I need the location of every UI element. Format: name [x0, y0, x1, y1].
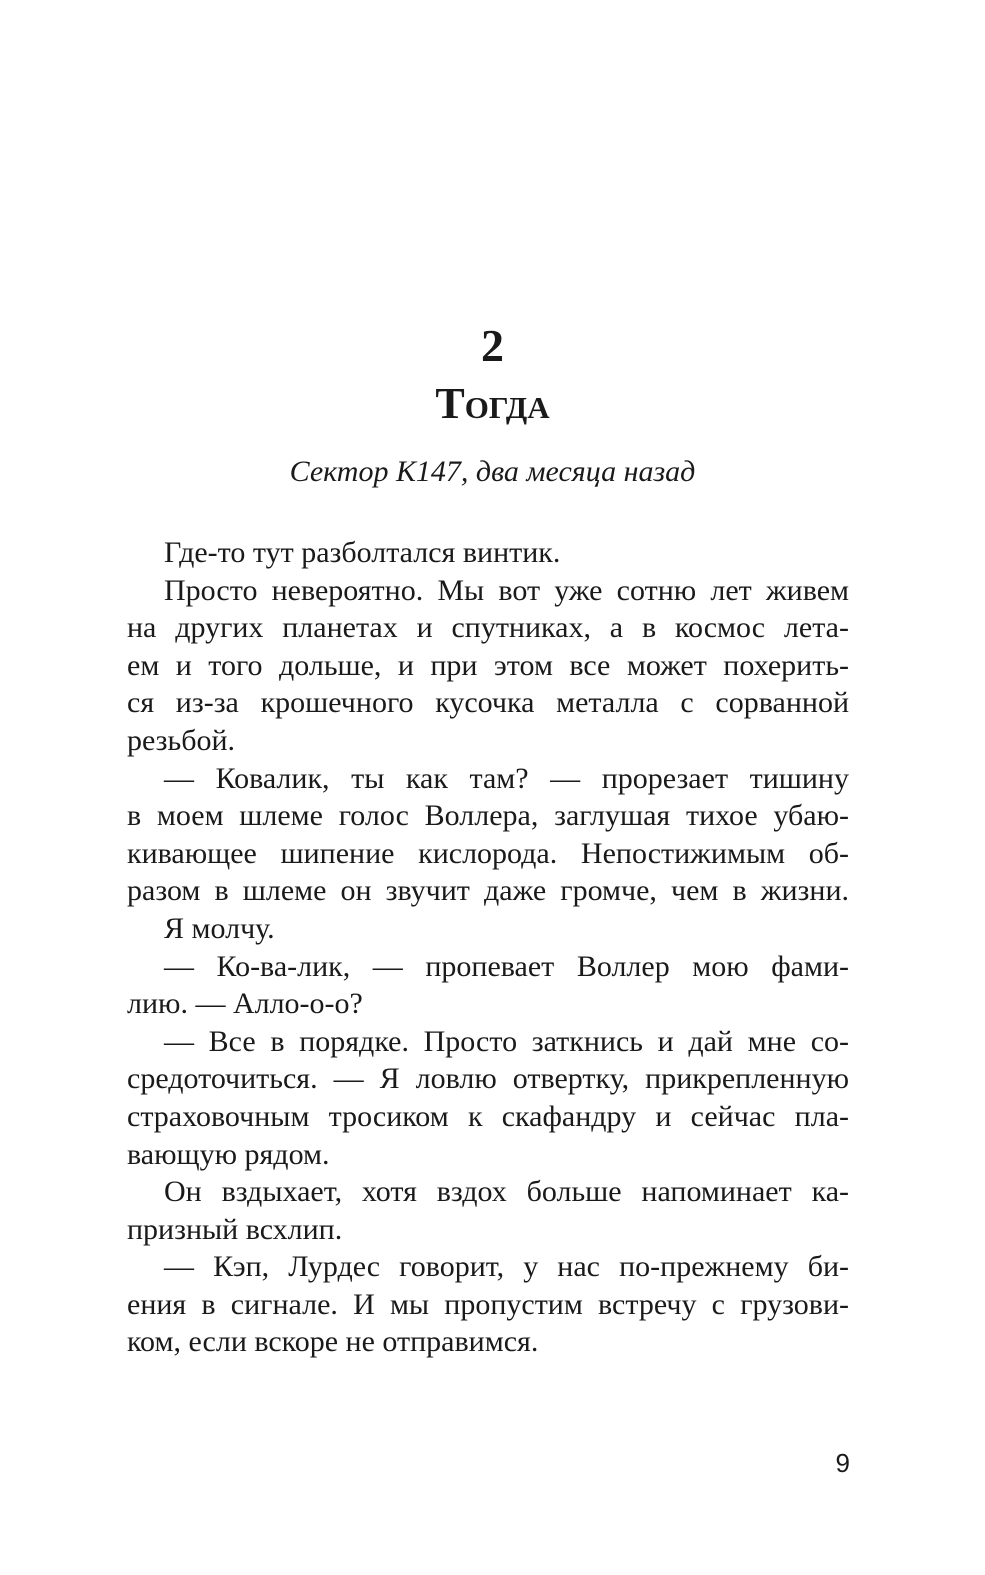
- chapter-title: Тогда: [435, 379, 550, 428]
- text-line: средоточиться. — Я ловлю отвертку, прикрепленную: [127, 1062, 849, 1096]
- text-line: разом в шлеме он звучит даже громче, чем в жизни.: [127, 874, 849, 908]
- text-line: ком, если вскоре не отправимся.: [127, 1325, 539, 1359]
- text-line: в моем шлеме голос Воллера, заглушая тихое убаю-: [127, 799, 849, 833]
- text-line: ем и того дольше, и при этом все может похерить-: [127, 648, 849, 682]
- text-line: лию. — Алло-о-о?: [127, 987, 363, 1021]
- text-line: Просто невероятно. Мы вот уже сотню лет живем: [164, 573, 849, 607]
- text-line: Где-то тут разболтался винтик.: [164, 536, 561, 569]
- text-line: — Кэп, Лурдес говорит, у нас по-прежнему би-: [164, 1250, 849, 1284]
- text-line: — Ко-ва-лик, — пропевает Воллер мою фами-: [164, 949, 849, 983]
- text-line: ся из-за крошечного кусочка металла с сорванной: [127, 686, 849, 720]
- text-line: ения в сигнале. И мы пропустим встречу с грузови-: [127, 1287, 849, 1321]
- chapter-subtitle: Сектор К147, два месяца назад: [289, 455, 696, 488]
- text-line: резьбой.: [127, 723, 236, 757]
- text-line: страховочным тросиком к скафандру и сейчас пла-: [127, 1099, 849, 1133]
- text-line: — Ковалик, ты как там? — прорезает тишину: [164, 761, 849, 795]
- text-line: — Все в порядке. Просто заткнись и дай мне со-: [164, 1024, 849, 1058]
- body-text: [127, 534, 849, 1361]
- text-line: вающую рядом.: [127, 1137, 330, 1171]
- text-line: призный всхлип.: [127, 1212, 343, 1246]
- chapter-number: 2: [481, 320, 504, 371]
- text-line: на других планетах и спутниках, а в космос лета-: [127, 611, 849, 645]
- text-line: Я молчу.: [164, 911, 275, 945]
- text-line: Он вздыхает, хотя вздох больше напоминает ка-: [164, 1175, 849, 1209]
- text-line: кивающее шипение кислорода. Непостижимым об-: [127, 836, 849, 870]
- page-number: 9: [835, 1448, 850, 1478]
